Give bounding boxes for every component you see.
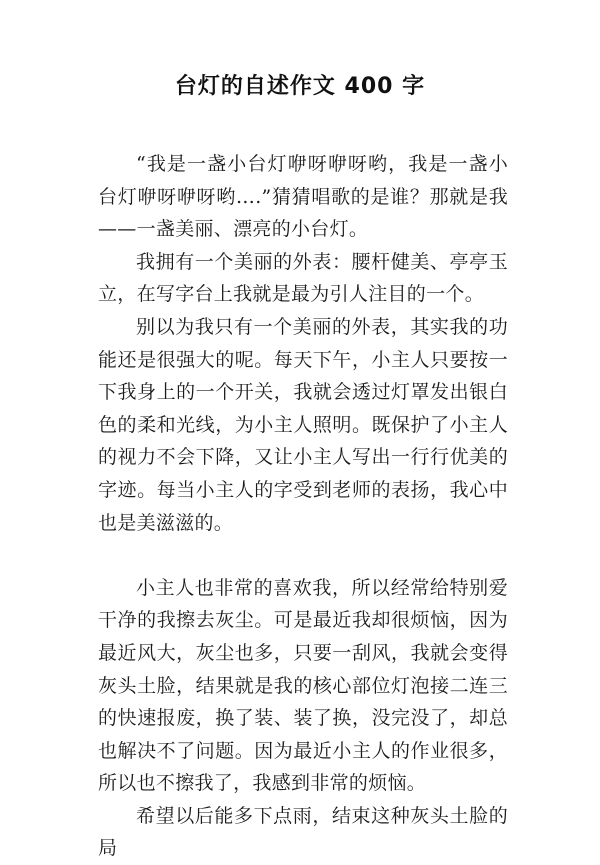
document-body: [98, 148, 508, 865]
paragraph-1: “我是一盏小台灯咿呀咿呀哟，我是一盏小台灯咿呀咿呀哟….”猜猜唱歌的是谁？那就是我——一盏美丽、漂亮的小台灯。: [98, 153, 508, 241]
paragraph-4: 小主人也非常的喜欢我，所以经常给特别爱干净的我擦去灰尘。可是最近我却很烦恼，因为最近风大，灰尘也多，只要一刮风，我就会变得灰头土脸，结果就是我的核心部位灯泡接二连三的快速报废，换了装、装了换，没完没了，却总也解决不了问题。因为最近小主人的作业很多，所以也不擦我了，我感到非常的烦恼。: [98, 576, 508, 795]
paragraph-5: 希望以后能多下点雨，结束这种灰头土脸的局: [98, 804, 508, 860]
paragraph-2: 我拥有一个美丽的外表：腰杆健美、亭亭玉立，在写字台上我就是最为引人注目的一个。: [98, 250, 508, 306]
document-title: 台灯的自述作文 400 字: [174, 74, 426, 99]
paragraph-3: 别以为我只有一个美丽的外表，其实我的功能还是很强大的呢。每天下午，小主人只要按一下我身上的一个开关，我就会透过灯罩发出银白色的柔和光线，为小主人照明。既保护了小主人的视力不会下降，又让小主人写出一行行优美的字迹。每当小主人的字受到老师的表扬，我心中也是美滋滋的。: [98, 315, 508, 534]
